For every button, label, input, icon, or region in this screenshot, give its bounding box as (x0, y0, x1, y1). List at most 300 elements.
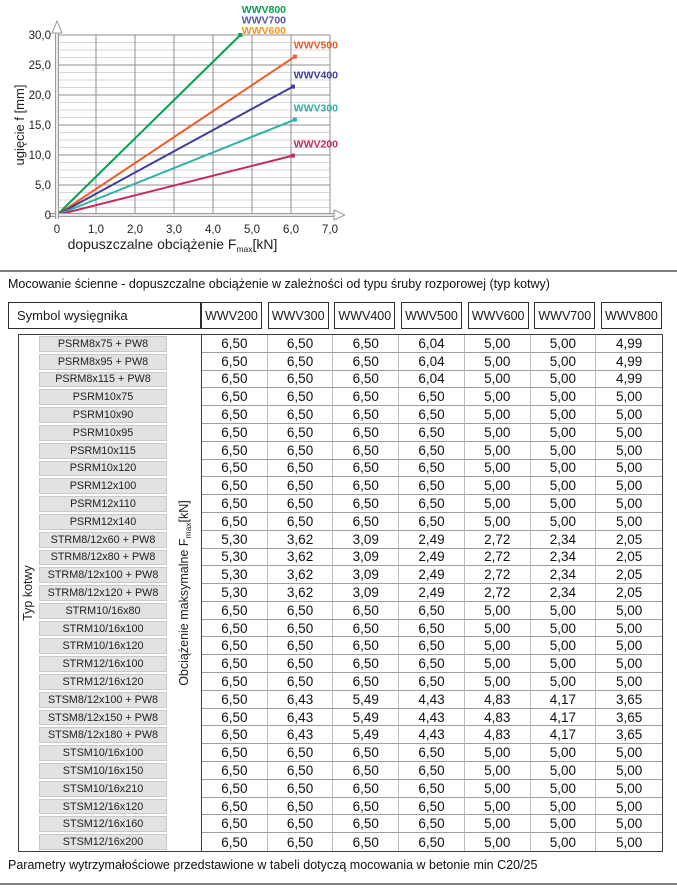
x-axis-arrow (334, 210, 345, 220)
value-cell: 6,50 (399, 620, 465, 638)
row-label-cell (37, 691, 169, 709)
row-label: STRM10/16x80 (39, 603, 167, 619)
value-cell: 5,00 (596, 460, 662, 478)
value-cell: 2,49 (399, 531, 465, 549)
value-cell: 5,00 (596, 744, 662, 762)
value-cell: 6,50 (268, 673, 334, 691)
row-label-cell (37, 335, 169, 353)
value-cell: 4,17 (531, 691, 597, 709)
value-cell: 6,50 (268, 495, 334, 513)
series-label-WWV700: WWV700 (241, 14, 286, 27)
row-label-cell (37, 762, 169, 780)
x-tick-label: 3,0 (166, 224, 182, 236)
chart-x-axis-title: dopuszczalne obciążenie $F_{max}[kN]$ (67, 236, 278, 254)
row-label: STSM12/16x160 (39, 816, 167, 832)
value-cell: 5,00 (465, 602, 531, 620)
row-label-cell (37, 442, 169, 460)
column-header-WWV700: WWV700 (534, 302, 595, 329)
value-cell: 6,50 (399, 762, 465, 780)
value-cell: 5,30 (202, 584, 268, 602)
value-cell: 6,50 (399, 406, 465, 424)
value-cell: 6,50 (333, 406, 399, 424)
value-cell: 5,00 (465, 762, 531, 780)
value-cell: 6,50 (333, 620, 399, 638)
value-cell: 6,50 (268, 762, 334, 780)
value-cell: 6,50 (333, 335, 399, 353)
value-cell: 5,00 (531, 762, 597, 780)
value-cell: 6,50 (268, 780, 334, 798)
value-cell: 6,50 (202, 442, 268, 460)
value-cell: 4,99 (596, 371, 662, 389)
value-cell: 6,50 (399, 424, 465, 442)
value-cell: 6,50 (268, 602, 334, 620)
value-cell: 6,50 (333, 655, 399, 673)
value-cell: 2,72 (465, 584, 531, 602)
value-cell: 5,49 (333, 691, 399, 709)
row-label: PSRM8x115 + PW8 (39, 372, 167, 388)
value-cell: 6,50 (399, 442, 465, 460)
value-cell: 6,43 (268, 726, 334, 744)
row-label-cell (37, 620, 169, 638)
column-header-WWV400: WWV400 (334, 302, 395, 329)
y-tick-label: 25,0 (28, 60, 51, 72)
row-label: PSRM8x75 + PW8 (39, 336, 167, 352)
value-cell: 5,00 (531, 495, 597, 513)
row-label-cell (37, 531, 169, 549)
value-cell: 6,50 (268, 655, 334, 673)
value-cell: 6,50 (268, 620, 334, 638)
row-label: STSM8/12x100 + PW8 (39, 692, 167, 708)
value-cell: 3,09 (333, 531, 399, 549)
x-tick-label: 4,0 (205, 224, 221, 236)
row-label: STRM8/12x120 + PW8 (39, 585, 167, 601)
value-cell: 6,50 (202, 424, 268, 442)
value-cell: 5,00 (465, 673, 531, 691)
value-cell: 6,50 (202, 655, 268, 673)
value-cell: 6,50 (399, 815, 465, 833)
series-endpoint-WWV500 (293, 55, 297, 59)
value-cell: 5,00 (531, 460, 597, 478)
value-cell: 6,50 (399, 388, 465, 406)
value-cell: 5,00 (596, 815, 662, 833)
value-cell: 5,00 (596, 424, 662, 442)
y-axis-arrow (52, 21, 62, 33)
value-cell: 6,50 (399, 460, 465, 478)
value-cell: 6,50 (202, 513, 268, 531)
row-label-cell (37, 673, 169, 691)
value-cell: 5,00 (531, 388, 597, 406)
value-cell: 5,00 (531, 780, 597, 798)
value-cell: 6,50 (202, 691, 268, 709)
value-cell: 2,34 (531, 549, 597, 567)
series-endpoint-WWV400 (291, 85, 295, 89)
row-label: STSM10/16x210 (39, 781, 167, 797)
x-tick-label: 0 (53, 224, 61, 236)
value-cell: 5,00 (465, 655, 531, 673)
value-cell: 6,50 (202, 406, 268, 424)
top-divider (0, 270, 677, 272)
series-line-WWV300 (57, 120, 295, 215)
y-tick-label: 30,0 (28, 30, 51, 42)
value-cell: 5,00 (465, 620, 531, 638)
value-cell: 6,50 (333, 744, 399, 762)
row-label-cell (37, 460, 169, 478)
column-header-WWV500: WWV500 (401, 302, 462, 329)
column-header-WWV300: WWV300 (268, 302, 329, 329)
value-cell: 6,50 (268, 477, 334, 495)
row-label-cell (37, 549, 169, 567)
value-grid (201, 335, 662, 851)
value-cell: 5,30 (202, 566, 268, 584)
x-tick-label: 6,0 (283, 224, 299, 236)
value-cell: 5,00 (465, 637, 531, 655)
value-cell: 6,50 (202, 833, 268, 851)
value-cell: 5,00 (596, 673, 662, 691)
row-label-cell (37, 566, 169, 584)
series-endpoint-WWV200 (291, 154, 295, 158)
value-cell: 5,00 (465, 424, 531, 442)
value-cell: 6,50 (202, 798, 268, 816)
series-label-WWV200: WWV200 (293, 138, 338, 151)
value-cell: 6,50 (268, 388, 334, 406)
value-cell: 6,50 (202, 620, 268, 638)
value-cell: 3,09 (333, 549, 399, 567)
y-tick-label: 5,0 (35, 180, 51, 192)
row-label: PSRM10x120 (39, 461, 167, 477)
value-cell: 5,00 (465, 833, 531, 851)
table-corner-header: Symbol wysięgnika (8, 302, 201, 329)
row-label-cell (37, 726, 169, 744)
value-cell: 6,50 (202, 495, 268, 513)
value-cell: 5,00 (465, 477, 531, 495)
x-tick-label: 7,0 (322, 224, 338, 236)
row-label-cell (37, 495, 169, 513)
column-header-WWV800: WWV800 (601, 302, 662, 329)
value-axis-strip (169, 335, 201, 851)
row-label: STSM8/12x180 + PW8 (39, 727, 167, 743)
x-tick-label: 2,0 (127, 224, 143, 236)
value-cell: 5,00 (596, 442, 662, 460)
chart-y-axis-title: ugięcie f [mm] (12, 84, 27, 166)
y-tick-label: 15,0 (28, 120, 51, 132)
value-cell: 5,00 (596, 495, 662, 513)
value-cell: 6,50 (399, 673, 465, 691)
value-cell: 5,00 (596, 477, 662, 495)
value-cell: 5,00 (531, 620, 597, 638)
value-cell: 6,50 (399, 477, 465, 495)
value-cell: 6,50 (202, 726, 268, 744)
value-cell: 2,34 (531, 531, 597, 549)
value-cell: 2,05 (596, 566, 662, 584)
value-cell: 5,00 (596, 602, 662, 620)
value-cell: 6,50 (268, 371, 334, 389)
value-cell: 6,50 (333, 388, 399, 406)
value-cell: 5,00 (531, 673, 597, 691)
row-label: STSM12/16x200 (39, 834, 167, 850)
value-cell: 5,00 (465, 780, 531, 798)
value-cell: 6,50 (333, 833, 399, 851)
value-cell: 6,50 (202, 602, 268, 620)
value-cell: 6,50 (268, 637, 334, 655)
row-label: STRM12/16x120 (39, 674, 167, 690)
row-label: STSM12/16x120 (39, 799, 167, 815)
value-cell: 6,50 (268, 335, 334, 353)
value-cell: 5,00 (616, 834, 643, 850)
row-label: STRM8/12x60 + PW8 (39, 532, 167, 548)
value-cell: 5,00 (531, 637, 597, 655)
y-tick-label: 0 (44, 210, 51, 222)
value-cell: 5,00 (531, 833, 597, 851)
value-cell: 5,00 (596, 655, 662, 673)
value-cell: 6,50 (202, 371, 268, 389)
value-cell: 6,50 (268, 460, 334, 478)
value-cell: 5,00 (531, 442, 597, 460)
value-cell: 2,49 (399, 549, 465, 567)
row-label-cell (37, 744, 169, 762)
row-label: PSRM10x115 (39, 443, 167, 459)
value-cell: 6,50 (333, 424, 399, 442)
chart-canvas (0, 0, 345, 265)
value-cell: 2,05 (596, 531, 662, 549)
value-cell: 4,83 (465, 726, 531, 744)
value-cell: 6,50 (268, 424, 334, 442)
row-label: STSM10/16x100 (39, 745, 167, 761)
table-footnote: Parametry wytrzymałościowe przedstawione w tabeli dotyczą mocowania w betonie min C20/25 (8, 858, 538, 872)
value-cell: 6,50 (268, 833, 334, 851)
row-labels-column (37, 335, 169, 851)
value-cell: 5,00 (596, 798, 662, 816)
value-cell: 2,49 (399, 584, 465, 602)
value-cell: 6,50 (268, 406, 334, 424)
value-cell: 6,50 (202, 709, 268, 727)
row-label-cell (37, 477, 169, 495)
value-cell: 5,00 (465, 388, 531, 406)
value-cell: 6,50 (202, 815, 268, 833)
series-label-WWV800: WWV800 (241, 4, 286, 16)
row-label: STRM10/16x120 (39, 638, 167, 654)
value-cell: 6,50 (268, 442, 334, 460)
table-column-headers (201, 302, 662, 329)
value-cell: 6,50 (333, 673, 399, 691)
row-label-cell (37, 371, 169, 389)
value-cell: 5,00 (531, 798, 597, 816)
value-cell: 6,50 (202, 477, 268, 495)
bottom-divider (0, 883, 677, 885)
value-cell: 5,00 (465, 442, 531, 460)
value-cell: 6,50 (399, 602, 465, 620)
value-cell: 5,00 (596, 762, 662, 780)
value-cell: 4,43 (399, 726, 465, 744)
value-cell: 5,00 (465, 815, 531, 833)
value-cell: 6,50 (202, 388, 268, 406)
value-cell: 6,50 (268, 353, 334, 371)
value-cell: 6,50 (333, 762, 399, 780)
value-cell: 5,00 (531, 477, 597, 495)
value-cell: 4,83 (465, 709, 531, 727)
value-cell: 6,50 (333, 637, 399, 655)
value-cell: 4,83 (465, 691, 531, 709)
value-cell: 2,05 (596, 584, 662, 602)
value-cell: 5,00 (531, 424, 597, 442)
row-label-cell (37, 353, 169, 371)
value-cell: 5,00 (531, 815, 597, 833)
value-cell: 5,00 (531, 371, 597, 389)
value-cell: 5,00 (465, 353, 531, 371)
series-line-WWV400 (57, 87, 293, 215)
value-cell: 6,50 (202, 460, 268, 478)
row-label-cell (37, 513, 169, 531)
value-cell: 4,17 (531, 709, 597, 727)
value-cell: 2,34 (531, 566, 597, 584)
row-label: PSRM10x75 (39, 389, 167, 405)
value-cell: 5,00 (465, 744, 531, 762)
series-label-WWV500: WWV500 (293, 39, 338, 52)
row-label: STRM12/16x100 (39, 656, 167, 672)
value-cell: 6,50 (399, 513, 465, 531)
value-cell: 6,50 (333, 780, 399, 798)
series-label-WWV400: WWV400 (293, 69, 338, 82)
value-cell: 4,43 (399, 709, 465, 727)
value-cell: 3,62 (268, 531, 334, 549)
value-cell: 6,50 (268, 513, 334, 531)
value-cell: 6,50 (333, 371, 399, 389)
row-group-label: Typ kotwy (21, 565, 35, 621)
row-label: PSRM10x90 (39, 407, 167, 423)
value-cell: 4,43 (399, 691, 465, 709)
value-cell: 6,50 (399, 833, 465, 851)
row-label-cell (37, 388, 169, 406)
series-label-WWV300: WWV300 (293, 102, 338, 115)
value-cell: 5,00 (465, 798, 531, 816)
value-cell: 6,43 (268, 709, 334, 727)
value-cell: 3,09 (333, 566, 399, 584)
row-label: STRM8/12x100 + PW8 (39, 567, 167, 583)
value-cell: 5,00 (531, 513, 597, 531)
value-cell: 6,50 (333, 442, 399, 460)
value-cell: 6,50 (202, 673, 268, 691)
value-cell: 6,50 (399, 655, 465, 673)
value-cell: 6,50 (202, 762, 268, 780)
row-label-cell (37, 798, 169, 816)
row-label: PSRM12x110 (39, 496, 167, 512)
value-cell: 5,00 (531, 353, 597, 371)
value-cell: 3,09 (333, 584, 399, 602)
y-tick-label: 10,0 (28, 150, 51, 162)
value-cell: 3,62 (268, 584, 334, 602)
value-cell: 6,50 (399, 798, 465, 816)
value-cell: 6,50 (333, 513, 399, 531)
row-label-cell (37, 815, 169, 833)
series-label-WWV600: WWV600 (241, 25, 286, 37)
value-cell: 2,34 (531, 584, 597, 602)
value-cell: 5,30 (202, 531, 268, 549)
value-cell: 2,49 (399, 566, 465, 584)
value-cell: 6,50 (399, 780, 465, 798)
value-cell: 5,00 (531, 744, 597, 762)
value-cell: 5,00 (465, 371, 531, 389)
value-cell: 6,50 (202, 780, 268, 798)
row-label-cell (37, 833, 169, 851)
row-label: STRM8/12x80 + PW8 (39, 550, 167, 566)
row-label-cell (37, 424, 169, 442)
row-label: PSRM10x95 (39, 425, 167, 441)
value-cell: 6,50 (202, 744, 268, 762)
value-cell: 6,50 (268, 815, 334, 833)
deflection-load-chart (0, 0, 345, 265)
value-cell: 5,30 (202, 549, 268, 567)
value-cell: 6,50 (333, 798, 399, 816)
value-cell: 5,00 (596, 513, 662, 531)
table-caption: Mocowanie ścienne - dopuszczalne obciążenie w zależności od typu śruby rozporowej (typ kotwy) (8, 277, 550, 291)
value-cell: 6,50 (333, 477, 399, 495)
value-cell: 6,04 (399, 335, 465, 353)
value-cell: 5,00 (596, 637, 662, 655)
value-cell: 5,49 (333, 726, 399, 744)
value-cell: 6,50 (202, 353, 268, 371)
x-tick-label: 5,0 (244, 224, 260, 236)
row-label-cell (37, 602, 169, 620)
row-label-cell (37, 584, 169, 602)
value-cell: 2,72 (465, 531, 531, 549)
value-cell: 5,00 (596, 620, 662, 638)
value-cell: 3,62 (268, 566, 334, 584)
value-cell: 5,00 (531, 335, 597, 353)
value-cell: 6,50 (399, 744, 465, 762)
row-label-cell (37, 709, 169, 727)
value-cell: 6,50 (399, 495, 465, 513)
value-cell: 5,00 (596, 780, 662, 798)
value-cell: 6,50 (268, 798, 334, 816)
row-group-strip (19, 335, 37, 851)
value-cell: 5,00 (531, 406, 597, 424)
value-cell: 5,00 (531, 602, 597, 620)
value-cell: 5,00 (465, 513, 531, 531)
value-cell: 6,50 (333, 460, 399, 478)
value-cell: 3,65 (596, 691, 662, 709)
value-cell: 6,50 (268, 744, 334, 762)
value-cell: 5,00 (465, 406, 531, 424)
column-header-WWV200: WWV200 (201, 302, 262, 329)
row-label-cell (37, 406, 169, 424)
value-cell: 3,65 (596, 709, 662, 727)
row-label-cell (37, 780, 169, 798)
row-label-cell (37, 655, 169, 673)
row-label-cell (37, 637, 169, 655)
value-cell: 6,43 (268, 691, 334, 709)
value-cell: 5,00 (596, 406, 662, 424)
value-cell: 3,62 (268, 549, 334, 567)
value-cell: 5,49 (333, 709, 399, 727)
column-header-WWV600: WWV600 (468, 302, 529, 329)
value-cell: 3,65 (596, 726, 662, 744)
row-label: STRM10/16x100 (39, 621, 167, 637)
value-cell: 6,04 (399, 371, 465, 389)
value-cell: 5,00 (465, 335, 531, 353)
value-cell: 5,00 (465, 460, 531, 478)
value-cell: 5,00 (531, 655, 597, 673)
row-label: PSRM12x100 (39, 478, 167, 494)
value-cell: 2,05 (596, 549, 662, 567)
series-endpoint-WWV300 (293, 118, 297, 122)
value-cell: 4,99 (596, 335, 662, 353)
row-label: PSRM12x140 (39, 514, 167, 530)
value-cell: 6,50 (333, 353, 399, 371)
value-cell: 2,72 (465, 566, 531, 584)
table-body (18, 334, 663, 852)
value-cell: 5,00 (465, 495, 531, 513)
value-cell: 6,50 (202, 335, 268, 353)
value-cell: 4,99 (596, 353, 662, 371)
